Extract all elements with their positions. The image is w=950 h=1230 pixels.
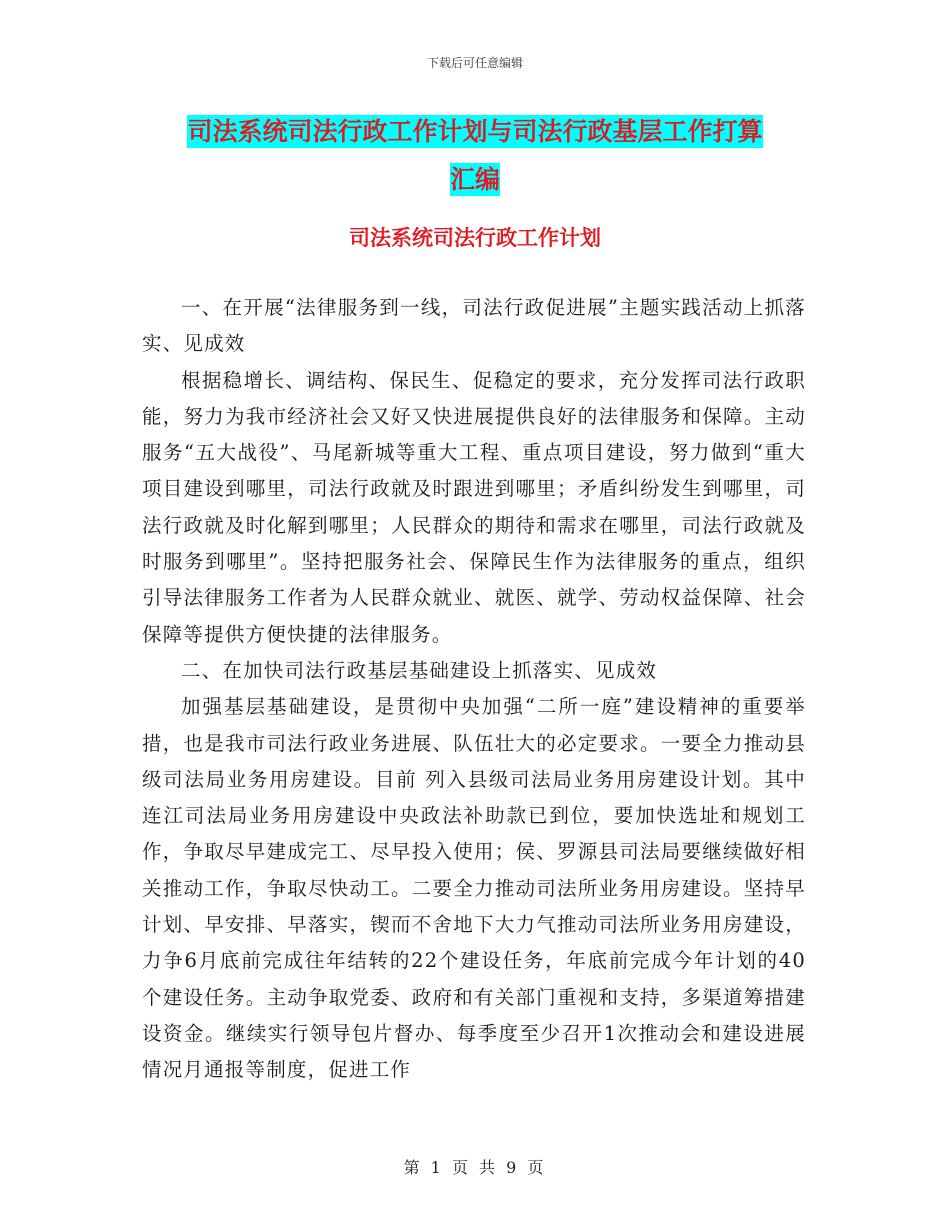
- paragraph: 加强基层基础建设，是贯彻中央加强“二所一庭”建设精神的重要举措，也是我市司法行政业务进展、队伍壮大的必定要求。一要全力推动县级司法局业务用房建设。目前 列入县级司法局业务用房建设计划。其中连江司法局业务用房建设中央政法补助款已到位，要加快选址和规划工作，争取尽早建成完工、尽早投入使用；侯、罗源县司法局要继续做好相关推动工作，争取尽快动工。二要全力推动司法所业务用房建设。坚持早计划、早安排、早落实，锲而不舍地下大力气推动司法所业务用房建设，力争6月底前完成往年结转的22个建设任务，年底前完成今年计划的40个建设任务。主动争取党委、政府和有关部门重视和支持，多渠道筹措建设资金。继续实行领导包片督办、每季度至少召开1次推动会和建设进展情况月通报等制度，促进工作: [142, 695, 806, 1082]
- document-title-line2: 汇编: [449, 165, 500, 194]
- page-footer: 第 1 页 共 9 页: [403, 1158, 547, 1177]
- header-note: 下载后可任意编辑: [426, 56, 523, 70]
- document-title: [140, 108, 810, 204]
- paragraph: 根据稳增长、调结构、保民生、促稳定的要求，充分发挥司法行政职能，努力为我市经济社会又好又快进展提供良好的法律服务和保障。主动服务“五大战役”、马尾新城等重大工程、重点项目建设，努力做到“重大项目建设到哪里，司法行政就及时跟进到哪里；矛盾纠纷发生到哪里，司法行政就及时化解到哪里；人民群众的期待和需求在哪里，司法行政就及时服务到哪里”。坚持把服务社会、保障民生作为法律服务的重点，组织引导法律服务工作者为人民群众就业、就医、就学、劳动权益保障、社会保障等提供方便快捷的法律服务。: [142, 368, 806, 646]
- document-title-line1: 司法系统司法行政工作计划与司法行政基层工作打算: [187, 117, 763, 146]
- document-body: [142, 290, 806, 1089]
- paragraph: 一、在开展“法律服务到一线，司法行政促进展”主题实践活动上抓落实、见成效: [142, 296, 806, 356]
- paragraph: 二、在加快司法行政基层基础建设上抓落实、见成效: [181, 658, 658, 682]
- section-title: 司法系统司法行政工作计划: [349, 226, 601, 250]
